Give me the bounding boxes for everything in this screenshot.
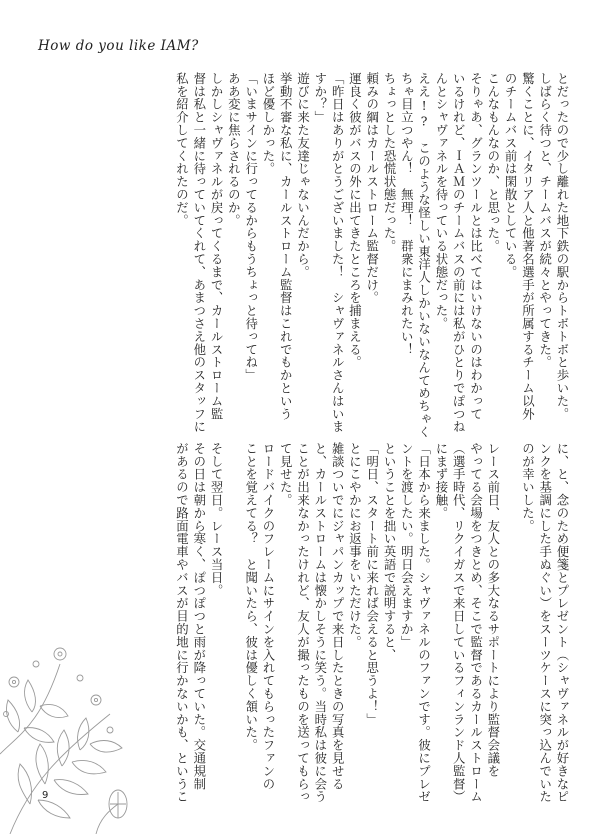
text-column: て見せた。 [278, 442, 294, 507]
text-column: そして翌日。レース当日。 [209, 442, 225, 597]
text-column: しばらく待つと、チームバスが続々とやってきた。 [537, 72, 553, 369]
text-column: ええ!? このような怪しい東洋人しかいないなんてめちゃく [416, 72, 432, 439]
text-column: ントを渡したい。明日会えますか」 [399, 442, 415, 649]
text-column: ことを覚えてる？ と聞いたら、彼は優しく頷いた。 [243, 442, 259, 752]
text-column: とにこやかにお返事をいただけた。 [347, 442, 363, 649]
text-column: 「昨日はありがとうございました！ シャヴァネルさんはいま [330, 72, 346, 434]
text-column: 驚くことに、イタリア人と他著名選手が所属するチーム以外 [520, 72, 536, 421]
text-column: 私を紹介してくれたのだ。 [174, 72, 190, 227]
text-column: ロードバイクのフレームにサインを入れてもらったファンの [260, 442, 276, 791]
text-column: 「日本から来ました。シャヴァネルのファンです。彼にプレゼ [416, 442, 432, 804]
text-column: すか？」 [312, 72, 328, 124]
text-column: ちょっとした恐慌状態だった。 [382, 72, 398, 253]
text-column: ほど優しかった。 [260, 72, 276, 176]
text-column: こんなもんなのか、と思った。 [485, 72, 501, 253]
text-column: ということを拙い英語で説明すると、 [382, 442, 398, 662]
text-column: 「いまサインに行ってるからもうちょっと待ってね」 [243, 72, 259, 382]
floral-decoration [0, 604, 130, 834]
text-column: 頼みの綱はカールストローム監督だけ。 [364, 72, 380, 305]
text-column: ンクを基調にした手ぬぐい）をスーツケースに突っ込んでいた [537, 442, 553, 804]
text-column: ことが出来なかったけれど、友人が撮ったものを送ってもらっ [295, 442, 311, 804]
text-column: 雑談ついでにジャパンカップで来日したときの写真を見せる [330, 442, 346, 791]
text-column: その日は朝から寒く、ぽつぽつと雨が降っていた。交通規制 [191, 442, 207, 791]
text-column: のが幸いした。 [520, 442, 536, 533]
text-column: と、カールストロームは懐かしそうに笑う。当時私は彼に会う [312, 442, 328, 804]
text-column [502, 442, 519, 787]
text-column [225, 442, 242, 787]
text-column: があるので路面電車やバスが目的地に行かないかも、というこ [174, 442, 190, 804]
text-column: レース前日、友人との多大なるサポートにより監督会議を [485, 442, 501, 778]
text-column: んとシャヴァネルを待っている状態だった。 [433, 72, 449, 330]
text-column: ああ変に焦らされるのか。 [226, 72, 242, 227]
text-column: とだったので少し離れた地下鉄の駅からトボトボと歩いた。 [555, 72, 570, 421]
text-column: ちゃ目立つやん！ 無理！ 群衆にまみれたい！ [399, 72, 415, 356]
text-column: そりゃあ、グランツールとは比べてはいけないのはわかって [468, 72, 484, 421]
text-column: やってる会場をつきとめ、そこで監督であるカールストローム [468, 442, 484, 804]
page-number: 9 [42, 790, 49, 801]
text-column: しかしシャヴァネルが戻ってくるまで、カールストローム監 [209, 72, 225, 421]
text-column: 挙動不審な私に、カールストローム監督はこれでもかという [278, 72, 294, 421]
text-column: のチームバス前は閑散としている。 [503, 72, 519, 279]
text-column: にまず接触。 [433, 442, 449, 520]
text-column: 「明日、スタート前に来れば会えると思うよ！」 [364, 442, 380, 726]
text-column: に、と、念のため便箋とプレゼント（シャヴァネルが好きなピ [555, 442, 570, 804]
upper-text-block [26, 72, 571, 439]
text-column: （選手時代、リクイガスで来日しているフィンランド人監督） [451, 442, 467, 804]
page-header-title: How do you like IAM? [38, 38, 199, 54]
text-column: 遊びに来た友達じゃないんだから。 [295, 72, 311, 279]
text-column: 督は私と一緒に待っていてくれて、あまつさえ他のスタッフに [191, 72, 207, 434]
text-column: いるけれど、ＩＡＭのチームバスの前には私がひとりでぽつね [451, 72, 467, 434]
text-column: 運良く彼がバスの外に出てきたところを捕まえる。 [347, 72, 363, 369]
